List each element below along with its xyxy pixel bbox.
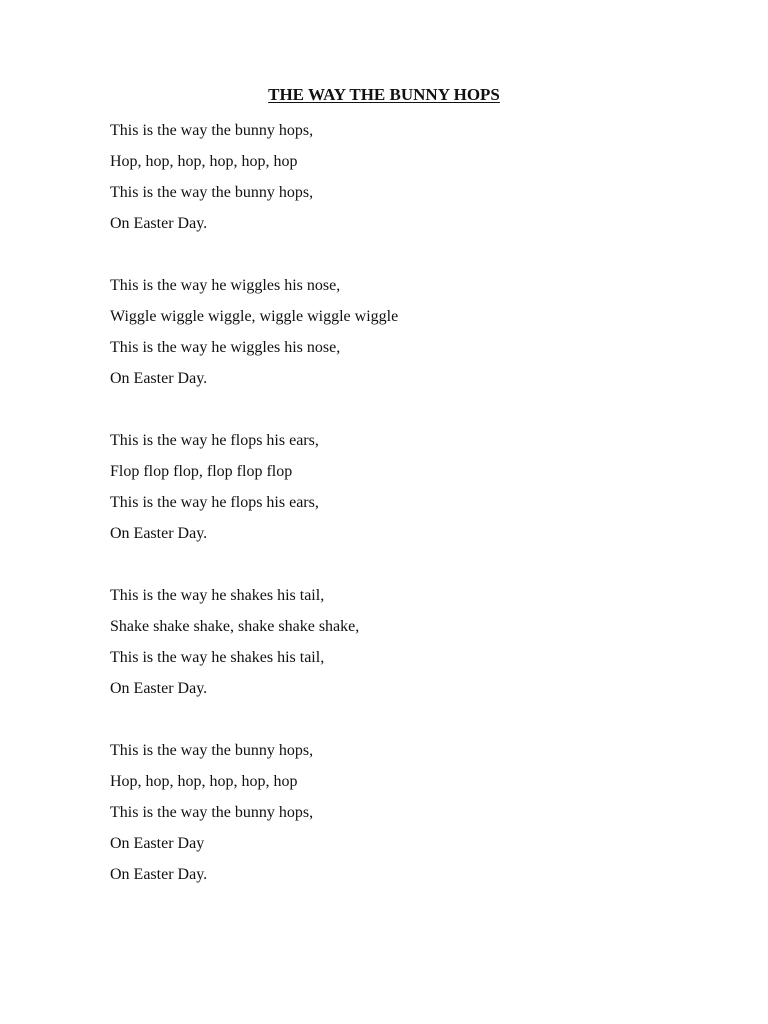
poem-line: Flop flop flop, flop flop flop [110, 463, 293, 480]
poem-line: This is the way the bunny hops, [110, 184, 314, 201]
poem-line: Wiggle wiggle wiggle, wiggle wiggle wiggle [110, 308, 399, 325]
poem-line: Hop, hop, hop, hop, hop, hop [110, 773, 298, 790]
page-title-text: THE WAY THE BUNNY HOPS [268, 85, 500, 104]
stanza-4 [110, 580, 710, 704]
page-title [0, 84, 768, 106]
poem-line: This is the way the bunny hops, [110, 804, 314, 821]
poem-line: This is the way he flops his ears, [110, 432, 319, 449]
stanza-1 [110, 115, 710, 239]
stanza-3 [110, 425, 710, 549]
poem-line: On Easter Day. [110, 370, 208, 387]
poem-line: This is the way he wiggles his nose, [110, 339, 341, 356]
poem-line: This is the way the bunny hops, [110, 742, 314, 759]
poem-line: This is the way the bunny hops, [110, 122, 314, 139]
poem-line: On Easter Day. [110, 680, 208, 697]
poem-line: On Easter Day [110, 835, 205, 852]
poem-body [110, 115, 710, 921]
stanza-5 [110, 735, 710, 890]
poem-line: Hop, hop, hop, hop, hop, hop [110, 153, 298, 170]
poem-line: This is the way he wiggles his nose, [110, 277, 341, 294]
poem-line: On Easter Day. [110, 215, 208, 232]
poem-line: This is the way he shakes his tail, [110, 649, 325, 666]
poem-line: On Easter Day. [110, 866, 208, 883]
poem-line: On Easter Day. [110, 525, 208, 542]
stanza-2 [110, 270, 710, 394]
poem-line: This is the way he shakes his tail, [110, 587, 325, 604]
poem-line: This is the way he flops his ears, [110, 494, 319, 511]
poem-line: Shake shake shake, shake shake shake, [110, 618, 360, 635]
